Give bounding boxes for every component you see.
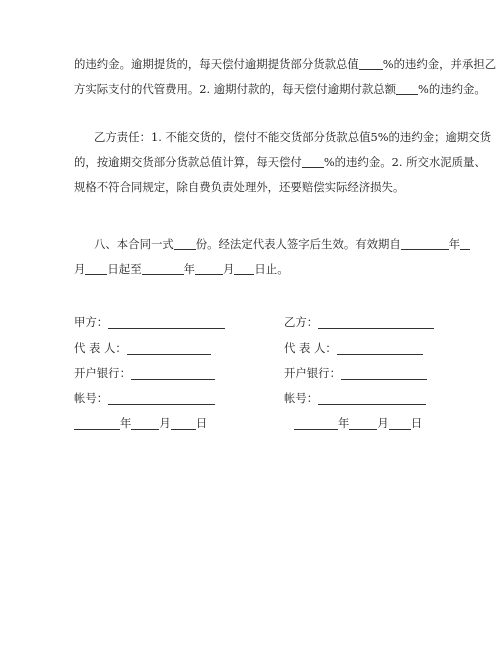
blank-field xyxy=(174,236,196,250)
party-a-account-label: 帐号： xyxy=(74,391,109,405)
party-a-representative-field xyxy=(127,341,211,355)
party-a-signature-line xyxy=(74,314,225,330)
text-segment: %的违约金，并承担乙 xyxy=(382,57,497,71)
penalty-clause-paragraph xyxy=(74,52,497,102)
text-line: 乙方责任：1. 不能交货的，偿付不能交货部分货款总值5%的违约金；逾期交货 xyxy=(94,130,492,144)
party-b-liability-paragraph xyxy=(74,125,492,200)
party-b-signature-line xyxy=(284,314,434,330)
blank-field xyxy=(142,261,184,275)
party-a-bank-field xyxy=(131,366,215,380)
text-line xyxy=(74,77,486,102)
party-b-bank-line xyxy=(284,365,427,381)
party-b-bank-field xyxy=(341,366,427,380)
party-b-field xyxy=(318,315,434,329)
blank-field xyxy=(401,236,449,250)
text-segment: 日起至 xyxy=(107,262,142,276)
text-segment: 份。经法定代表人签字后生效。有效期自 xyxy=(195,237,401,251)
blank-field xyxy=(389,416,411,430)
blank-field xyxy=(171,416,196,430)
party-b-representative-label: 代 表 人： xyxy=(284,341,337,355)
party-a-label: 甲方： xyxy=(74,315,109,329)
party-a-account-line xyxy=(74,390,215,406)
party-a-account-field xyxy=(108,391,215,405)
text-segment: 月 xyxy=(74,262,86,276)
blank-field xyxy=(302,154,324,168)
blank-field xyxy=(85,261,107,275)
blank-field xyxy=(396,81,418,95)
contract-copies-paragraph xyxy=(74,232,461,282)
party-b-representative-field xyxy=(337,341,423,355)
text-segment: %的违约金。2. 所交水泥质量、 xyxy=(323,155,486,169)
text-line xyxy=(74,52,497,77)
party-b-account-field xyxy=(318,391,426,405)
month-label: 月 xyxy=(377,416,389,430)
text-line xyxy=(74,232,461,257)
blank-field xyxy=(74,416,120,430)
party-a-bank-line xyxy=(74,365,215,381)
party-b-representative-line xyxy=(284,340,423,356)
blank-field xyxy=(234,261,254,275)
party-a-representative-line xyxy=(74,340,211,356)
blank-field xyxy=(294,416,338,430)
text-segment: 的违约金。逾期提货的，每天偿付逾期提货部分货款总值 xyxy=(74,57,359,71)
party-b-account-label: 帐号： xyxy=(284,391,319,405)
text-line xyxy=(74,257,436,282)
text-segment: %的违约金。 xyxy=(418,82,486,96)
year-label: 年 xyxy=(338,416,350,430)
party-a-field xyxy=(108,315,225,329)
blank-field xyxy=(460,236,470,250)
text-segment: 月 xyxy=(223,262,235,276)
text-segment: 方实际支付的代管费用。2. 逾期付款的，每天偿付逾期付款总额 xyxy=(74,82,397,96)
party-b-account-line xyxy=(284,390,426,406)
party-b-bank-label: 开户银行： xyxy=(284,366,341,380)
party-b-date-line xyxy=(294,415,422,431)
day-label: 日 xyxy=(410,416,423,430)
text-line: 规格不符合同规定，除自费负责处理外，还要赔偿实际经济损失。 xyxy=(74,180,405,194)
blank-field xyxy=(349,416,377,430)
text-segment: 日止。 xyxy=(254,262,289,276)
blank-field xyxy=(359,56,383,70)
month-label: 月 xyxy=(159,416,171,430)
party-a-representative-label: 代 表 人： xyxy=(74,341,127,355)
text-segment: 年 xyxy=(183,262,195,276)
blank-field xyxy=(195,261,223,275)
year-label: 年 xyxy=(120,416,132,430)
text-segment: 年 xyxy=(448,237,461,251)
text-segment: 的，按逾期交货部分货款总值计算，每天偿付 xyxy=(74,155,302,169)
party-a-date-line xyxy=(74,415,207,431)
text-line xyxy=(74,150,486,175)
party-a-bank-label: 开户银行： xyxy=(74,366,131,380)
blank-field xyxy=(131,416,159,430)
party-b-label: 乙方： xyxy=(284,315,319,329)
day-label: 日 xyxy=(195,416,208,430)
text-segment: 八、本合同一式 xyxy=(94,237,174,251)
